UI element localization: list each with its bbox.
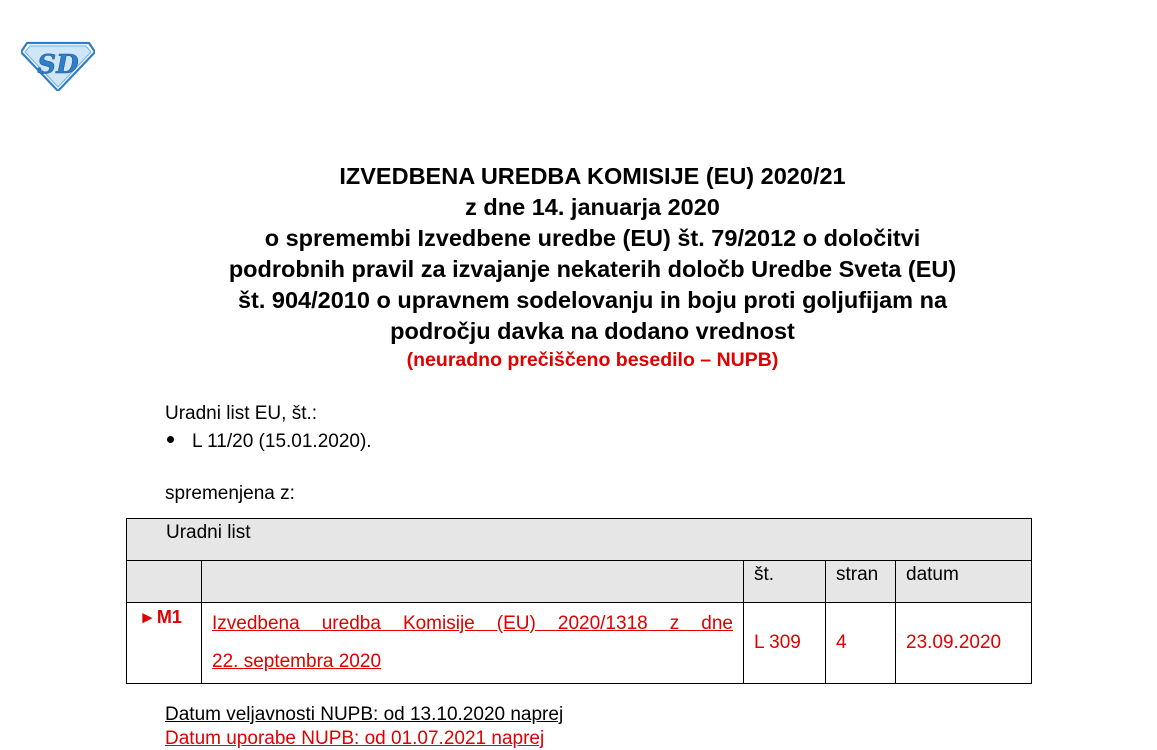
official-journal-item (165, 430, 372, 454)
column-header-title (202, 561, 744, 603)
amendment-link-line-1: Izvedbena uredba Komisije (EU) 2020/1318 z dne (212, 613, 733, 634)
document-title (120, 161, 1065, 373)
column-header-date: datum (896, 561, 1032, 603)
amendment-number: L 309 (744, 603, 826, 684)
amendment-marker (127, 603, 202, 684)
bullet-icon (167, 436, 174, 443)
column-header-number: št. (744, 561, 826, 603)
column-header-page: stran (826, 561, 896, 603)
title-line-3: o spremembi Izvedbene uredbe (EU) št. 79/2012 o določitvi (264, 225, 921, 251)
document-subtitle: (neuradno prečiščeno besedilo – NUPB) (406, 349, 779, 371)
validity-date: Datum veljavnosti NUPB: od 13.10.2020 naprej (165, 704, 564, 725)
official-journal-item-text: L 11/20 (15.01.2020). (192, 431, 372, 452)
amendment-date: 23.09.2020 (896, 603, 1032, 684)
amendment-marker-label: M1 (156, 607, 182, 627)
table-row (127, 603, 1032, 684)
sd-shield-logo-icon (21, 39, 95, 91)
title-line-4: podrobnih pravil za izvajanje nekaterih določb Uredbe Sveta (EU) (228, 256, 957, 282)
application-date: Datum uporabe NUPB: od 01.07.2021 naprej (165, 728, 545, 749)
amendment-link-line-2: 22. septembra 2020 (212, 651, 382, 672)
amendment-page: 4 (826, 603, 896, 684)
table-header-official-journal: Uradni list (127, 519, 1032, 561)
official-journal-label: Uradni list EU, št.: (165, 403, 318, 424)
triangle-right-icon: ► (139, 608, 156, 627)
svg-text:SD: SD (37, 50, 79, 80)
title-line-2: z dne 14. januarja 2020 (465, 194, 720, 220)
amendment-link[interactable] (212, 605, 733, 681)
amendment-title-cell (202, 603, 744, 684)
column-header-marker (127, 561, 202, 603)
amended-by-label: spremenjena z: (165, 483, 295, 504)
title-line-1: IZVEDBENA UREDBA KOMISIJE (EU) 2020/21 (339, 163, 846, 189)
amendments-table (126, 518, 1032, 684)
title-line-6: področju davka na dodano vrednost (390, 318, 795, 344)
title-line-5: št. 904/2010 o upravnem sodelovanju in boju proti goljufijam na (237, 287, 948, 313)
